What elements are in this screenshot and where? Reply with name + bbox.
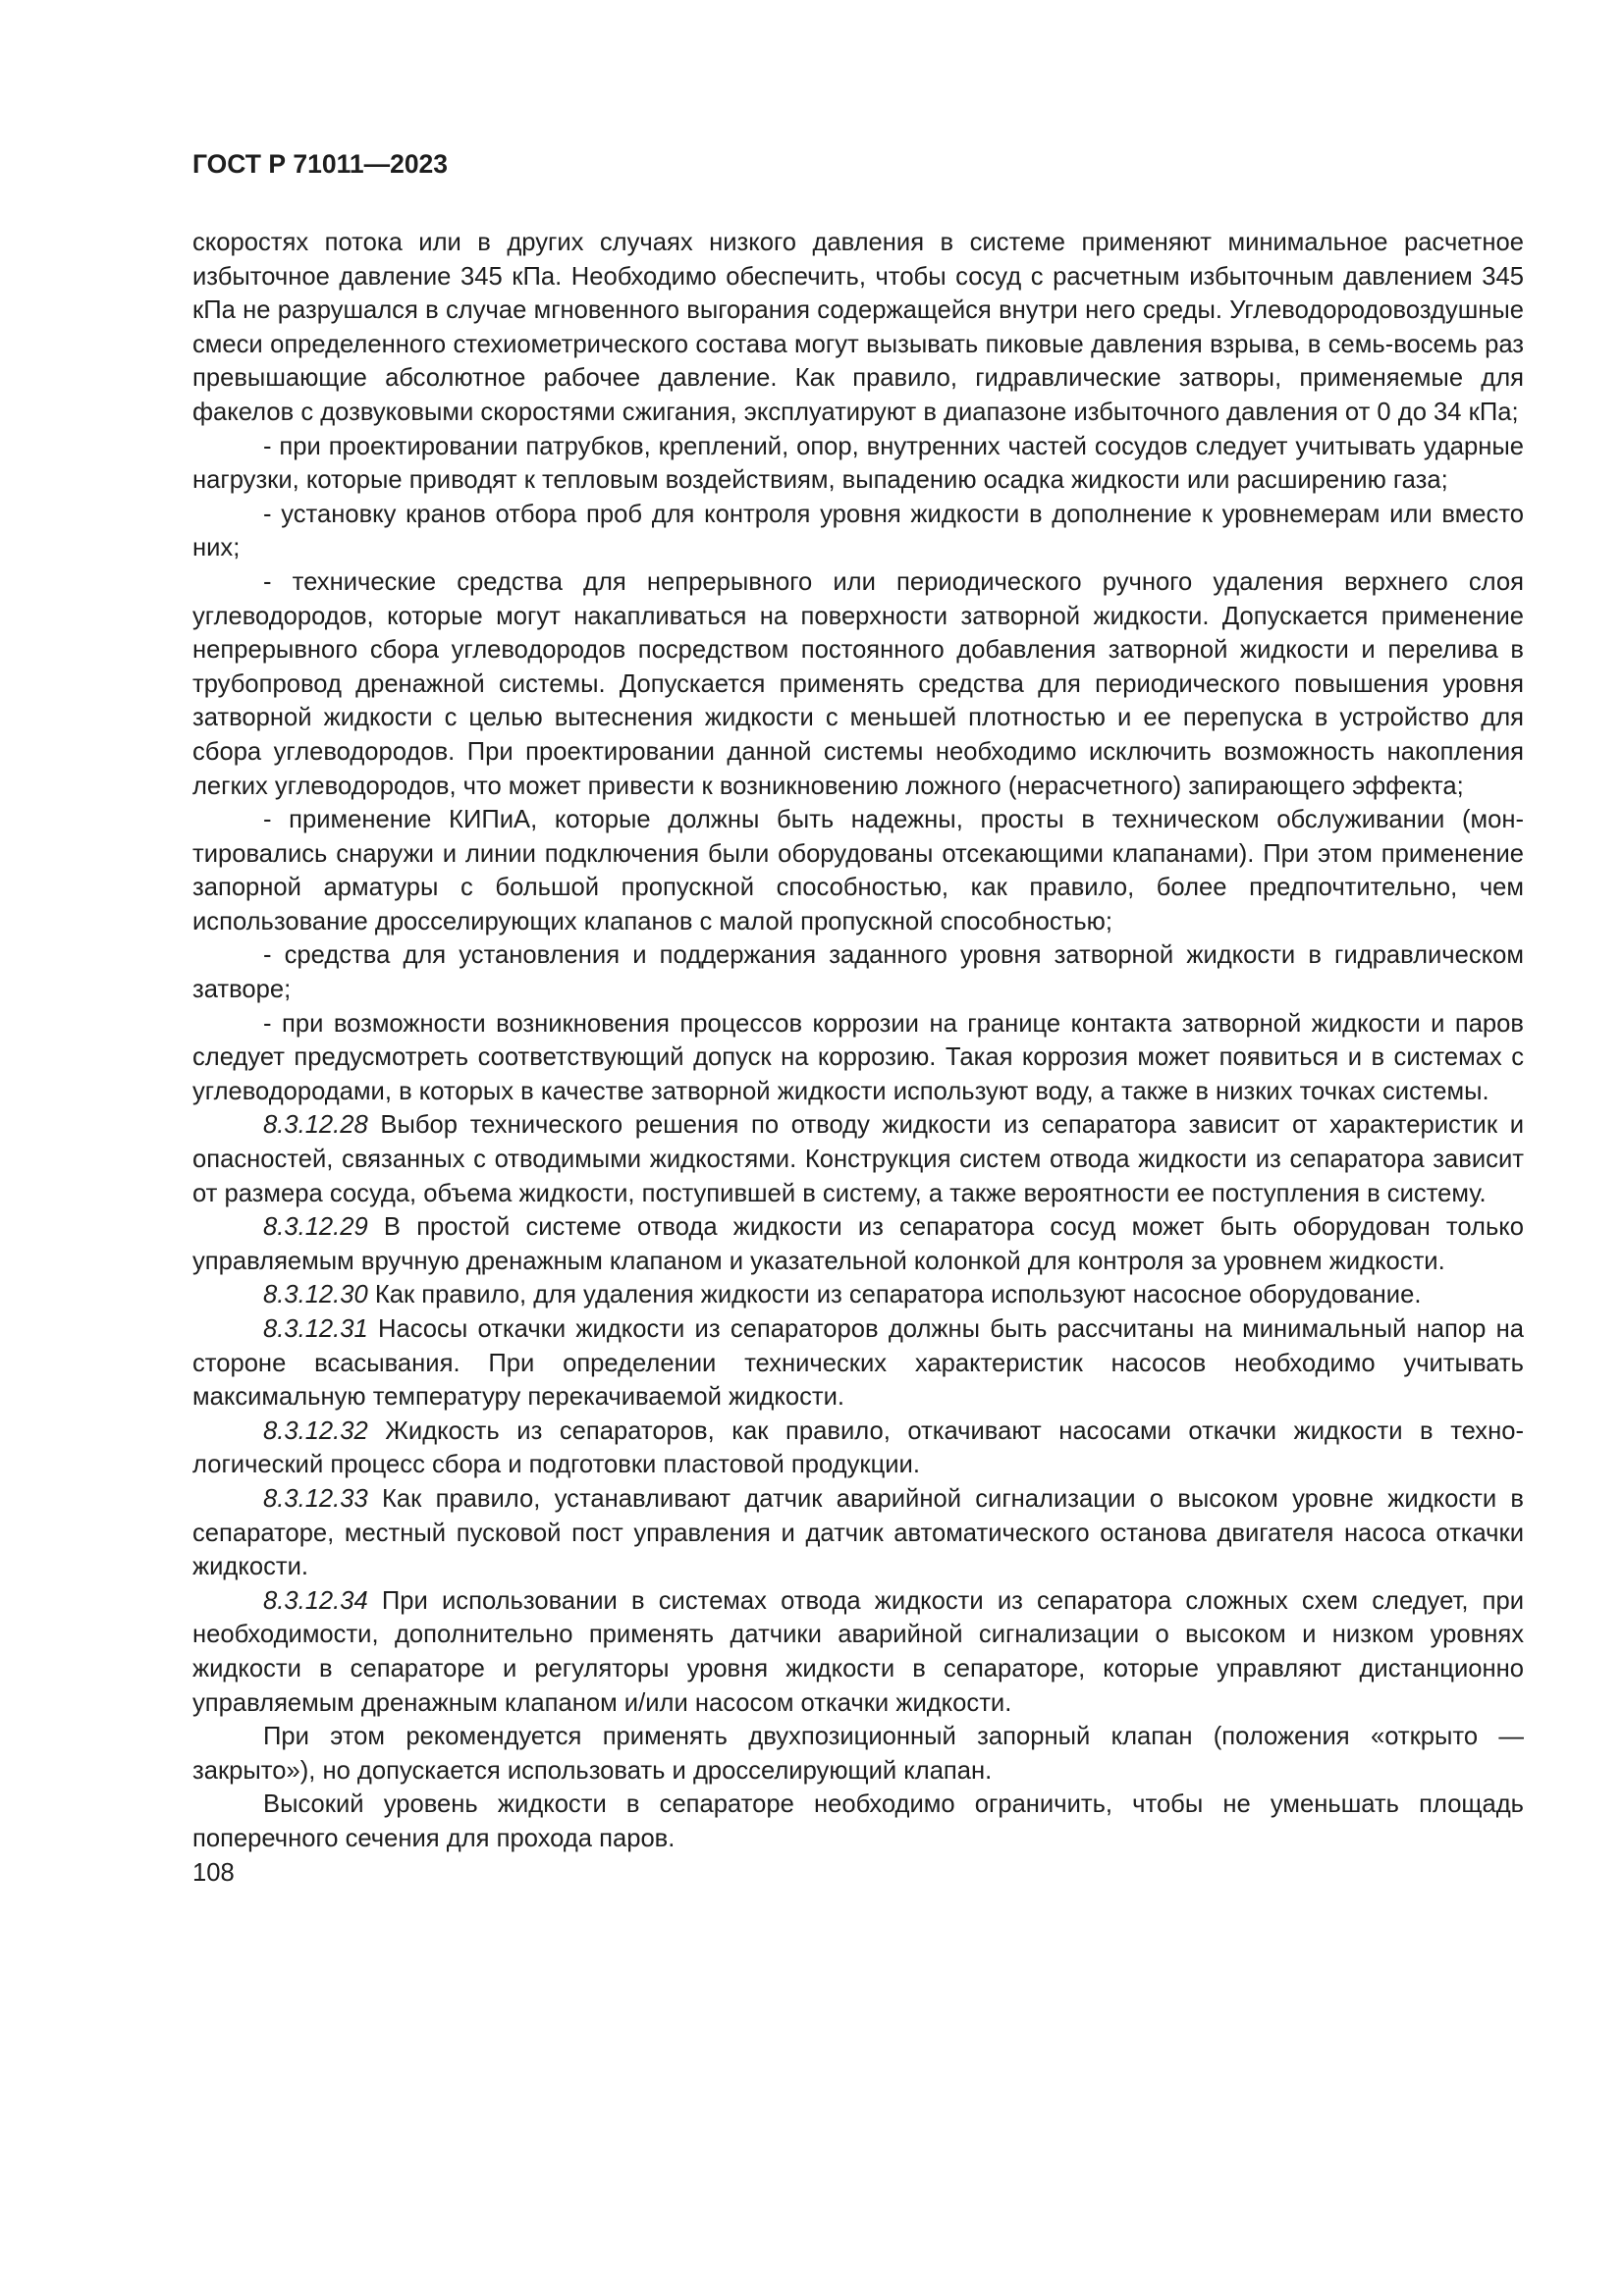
paragraph-14 xyxy=(192,1720,1524,1788)
paragraph-6 xyxy=(192,1007,1524,1109)
paragraph-text: При использовании в системах отвода жидкости из сепаратора сложных схем следует, при необходимости, дополнительно применять датчики аварийной сигнализации о высоком и низком уровнях жидкости в сепараторе и регуляторы уровня жидкости в сепараторе, которые управляют дистанционно управляемым дренажным клапаном и/или насосом откачки жидкости. xyxy=(192,1586,1524,1717)
clause-8-3-12-33 xyxy=(192,1482,1524,1584)
paragraph-text: скоростях потока или в других случаях низкого давления в системе применяют минимальное расчетное избыточное давление 345 кПа. Необходимо обеспечить, чтобы сосуд с расчетным избыточным давлением 345 кПа не разрушался в случае мгновенного выгорания содержащейся внутри него среды. Углеводородовоздушные смеси определенного стехиометрического состава могут вызывать пиковые давления взрыва, в семь-восемь раз превышающие абсолютное рабочее давление. Как правило, гидравлические затворы, применяемые для факелов с дозвуковыми скоростями сжигания, эксплуатируют в диапазоне избыточного давления от 0 до 34 кПа; xyxy=(192,229,1524,426)
paragraph-text: При этом рекомендуется применять двухпозиционный запорный клапан (положения «открыто — закрыто»), но допускается использовать и дросселирующий клапан. xyxy=(192,1723,1524,1785)
paragraph-text: Выбор технического решения по отводу жидкости из сепаратора зависит от характеристик и опасностей, связанных с отводимыми жидкостями. Конструкция систем отвода жидкости из сепаратора зависит от размера сосуда, объема жидкости, поступившей в систему, а также вероятности ее поступления в систему. xyxy=(192,1111,1524,1207)
paragraph-text: - технические средства для непрерывного или периодического ручного удаления верхнего слоя углеводородов, которые могут накапливаться на поверхности затворной жидкости. Допускается применение непрерывного сбора углеводородов посредством постоянного добавления затворной жидкости и перелива в трубопровод дренажной системы. Допускается применять средства для периодического повышения уровня затворной жидкости с целью вытеснения жидкости с меньшей плотностью и ее перепуска в устройство для сбора углеводородов. При проектировании данной системы необходимо исключить возможность накопления легких углеводородов, что может привести к возникновению ложного (нерасчетного) запирающего эффекта; xyxy=(192,567,1524,800)
paragraph-text: Как правило, для удаления жидкости из сепаратора используют насосное оборудование. xyxy=(367,1281,1422,1309)
paragraph-5 xyxy=(192,938,1524,1006)
clause-number: 8.3.12.29 xyxy=(263,1213,368,1242)
paragraph-15 xyxy=(192,1788,1524,1855)
clause-number: 8.3.12.32 xyxy=(263,1416,368,1445)
clause-8-3-12-34 xyxy=(192,1584,1524,1720)
clause-number: 8.3.12.28 xyxy=(263,1111,368,1140)
document-header: ГОСТ Р 71011—2023 xyxy=(192,149,449,179)
paragraph-text: - при возможности возникновения процессов коррозии на границе контакта затворной жидкости и паров следует предусмотреть соответствующий допуск на коррозию. Такая коррозия может появиться и в системах с углеводородами, в которых в качестве затворной жидкости используют воду, а также в низких точках системы. xyxy=(192,1009,1524,1105)
clause-number: 8.3.12.33 xyxy=(263,1484,368,1513)
clause-8-3-12-32 xyxy=(192,1415,1524,1482)
clause-number: 8.3.12.31 xyxy=(263,1315,368,1343)
document-body xyxy=(192,226,1524,1856)
clause-8-3-12-30 xyxy=(192,1278,1524,1312)
paragraph-3 xyxy=(192,565,1524,803)
paragraph-text: - применение КИПиА, которые должны быть надежны, просты в техническом обслуживании (монтировались снаружи и линии подключения были оборудованы отсекающими клапанами). При этом применение запорной арматуры с большой пропускной способностью, как правило, более предпочтительно, чем использование дросселирующих клапанов с малой пропускной способностью; xyxy=(192,806,1524,935)
clause-number: 8.3.12.30 xyxy=(263,1281,368,1309)
paragraph-1 xyxy=(192,430,1524,498)
paragraph-text: - установку кранов отбора проб для контроля уровня жидкости в дополнение к уровнемерам или вместо них; xyxy=(192,500,1524,562)
clause-8-3-12-29 xyxy=(192,1210,1524,1278)
clause-8-3-12-31 xyxy=(192,1312,1524,1415)
paragraph-text: Насосы откачки жидкости из сепараторов должны быть рассчитаны на минимальный напор на стороне всасывания. При определении технических характеристик насосов необходимо учитывать максимальную температуру перекачиваемой жидкости. xyxy=(192,1315,1524,1412)
paragraph-4 xyxy=(192,803,1524,938)
paragraph-2 xyxy=(192,498,1524,565)
paragraph-text: - средства для установления и поддержания заданного уровня затворной жидкости в гидравлическом затворе; xyxy=(192,941,1524,1004)
paragraph-0 xyxy=(192,226,1524,430)
paragraph-text: - при проектировании патрубков, креплений, опор, внутренних частей сосудов следует учитывать ударные нагрузки, которые приводят к тепловым воздействиям, выпадению осадка жидкости или расширению газа; xyxy=(192,432,1524,495)
page-number: 108 xyxy=(192,1858,235,1887)
paragraph-text: Высокий уровень жидкости в сепараторе необходимо ограничить, чтобы не уменьшать площадь поперечного сечения для прохода паров. xyxy=(192,1790,1524,1852)
clause-number: 8.3.12.34 xyxy=(263,1586,368,1615)
clause-8-3-12-28 xyxy=(192,1108,1524,1210)
document-page xyxy=(192,147,1524,1890)
paragraph-text: Как правило, устанавливают датчик аварийной сигнализации о высоком уровне жидкости в сепараторе, местный пусковой пост управления и датчик автоматического останова двигателя насоса откачки жидкости. xyxy=(192,1484,1524,1581)
paragraph-text: Жидкость из сепараторов, как правило, откачивают насосами откачки жидкости в технологический процесс сбора и подготовки пластовой продукции. xyxy=(192,1416,1524,1479)
paragraph-text: В простой системе отвода жидкости из сепаратора сосуд может быть оборудован только управляемым вручную дренажным клапаном и указательной колонкой для контроля за уровнем жидкости. xyxy=(192,1213,1524,1275)
